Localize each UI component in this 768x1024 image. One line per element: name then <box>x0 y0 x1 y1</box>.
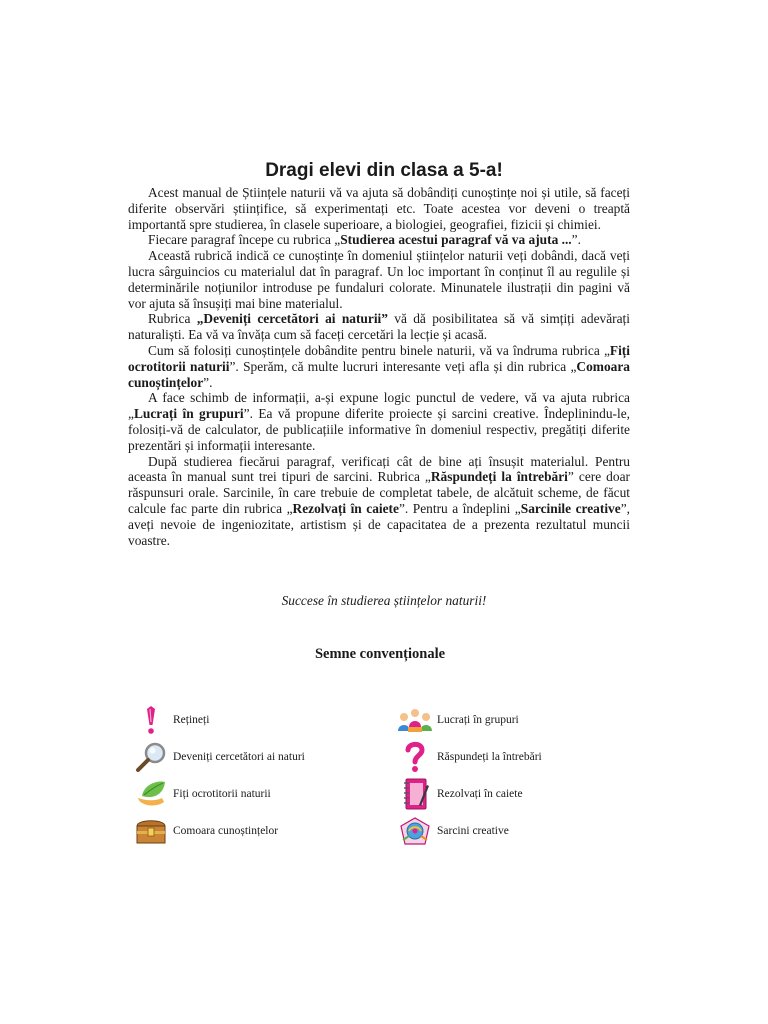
legend-title: Semne convenționale <box>314 646 446 662</box>
legend-item-caiete: Rezolvați în caiete <box>396 776 523 812</box>
treasure-chest-icon <box>132 813 170 849</box>
paragraph-2: Fiecare paragraf începe cu rubrica „Studierea acestui paragraf vă va ajuta ...”. <box>148 232 581 248</box>
rubric-name: Răspundeți la întrebări <box>430 469 568 485</box>
rubric-name: Rezolvați în caiete <box>292 500 399 516</box>
legend-item-creative: Sarcini creative <box>396 813 509 849</box>
legend-item-grupuri: Lucrați în grupuri <box>396 702 519 738</box>
rubric-name: Comoara cunoștințelor <box>128 358 630 390</box>
paragraph-7: După studierea fiecărui paragraf, verificați cât de bine ați însușit materialul. Pentru aceasta în manual sunt trei tipuri de sarcini. Rubrica „Răspundeți la întrebări” cere doar răspunsuri orale. Sarcinile, în care trebuie de completat tabele, de alcătuit scheme, de făcut calcule fac parte din rubrica „Rezolvați în caiete”. Pentru a îndeplini „Sarcinile creative”, aveți nevoie de ingeniozitate, artistism și de capacitatea de a prezenta rezultatul muncii voastre. <box>128 453 630 548</box>
legend-item-comoara: Comoara cunoștințelor <box>132 813 278 849</box>
leaf-hand-icon <box>132 776 170 812</box>
paragraph-4: Rubrica „Deveniți cercetători ai naturii” vă dă posibilitatea să vă simțiți adevărați naturaliști. Ea vă va învăța cum să faceți cercetări la lecție și acasă. <box>128 311 630 343</box>
rubric-name: Studierea acestui paragraf vă va ajuta ... <box>340 232 572 248</box>
notebook-icon <box>396 776 434 812</box>
legend-item-cercetatori: Deveniți cercetători ai naturi <box>132 739 305 775</box>
rubric-name: „Deveniți cercetători ai naturii” <box>196 311 388 327</box>
legend-item-ocrotitori: Fiți ocrotitorii naturii <box>132 776 271 812</box>
paragraph-5: Cum să folosiți cunoștințele dobândite pentru binele naturii, vă va îndruma rubrica „Fiți ocrotitorii naturii”. Sperăm, că multe lucruri interesante veți afla și din rubrica „Comoara cunoștințelor”. <box>128 342 630 390</box>
legend <box>0 702 768 862</box>
magnifier-icon <box>132 739 170 775</box>
legend-item-intrebari: Răspundeți la întrebări <box>396 739 542 775</box>
question-mark-icon <box>396 739 434 775</box>
paragraph-6: A face schimb de informații, a-și expune logic punctul de vedere, vă va ajuta rubrica „Lucrați în grupuri”. Ea vă propune diferite proiecte și sarcini creative. Îndeplinindu-le, folosiți-vă de calculator, de publicațiile informative în domeniul respectiv, pregătiți diferite prezentări și informații interesante. <box>128 390 630 453</box>
closing-line: Succese în studierea științelor naturii! <box>281 593 487 608</box>
creative-palette-icon <box>396 813 434 849</box>
group-people-icon <box>396 702 434 738</box>
rubric-name: Sarcinile creative <box>520 500 621 516</box>
intro-text <box>128 185 630 548</box>
rubric-name: Lucrați în grupuri <box>133 406 244 422</box>
legend-item-retineti: Rețineți <box>132 702 209 738</box>
exclamation-icon <box>132 702 170 738</box>
page-title: Dragi elevi din clasa a 5-a! <box>265 160 503 181</box>
paragraph-1: Acest manual de Științele naturii vă va ajuta să dobândiți cunoștințe noi și utile, să faceți diferite observări științifice, să experimentați etc. Toate acestea vor deveni o treaptă importantă spre studierea, în clasele superioare, a biologiei, geografiei, fizicii și chimiei. <box>128 185 630 232</box>
rubric-name: Fiți ocrotitorii naturii <box>128 342 630 374</box>
paragraph-3: Această rubrică indică ce cunoștințe în domeniul științelor naturii veți dobândi, dacă veți lucra sârguincios cu materialul dat în paragraf. Un loc important în conținut îl au regulile și determinările noțiunilor introduse pe fundaluri colorate. Minunatele ilustrații din pagini vă vor ajuta să însușiți mai bine materialul. <box>128 248 630 311</box>
